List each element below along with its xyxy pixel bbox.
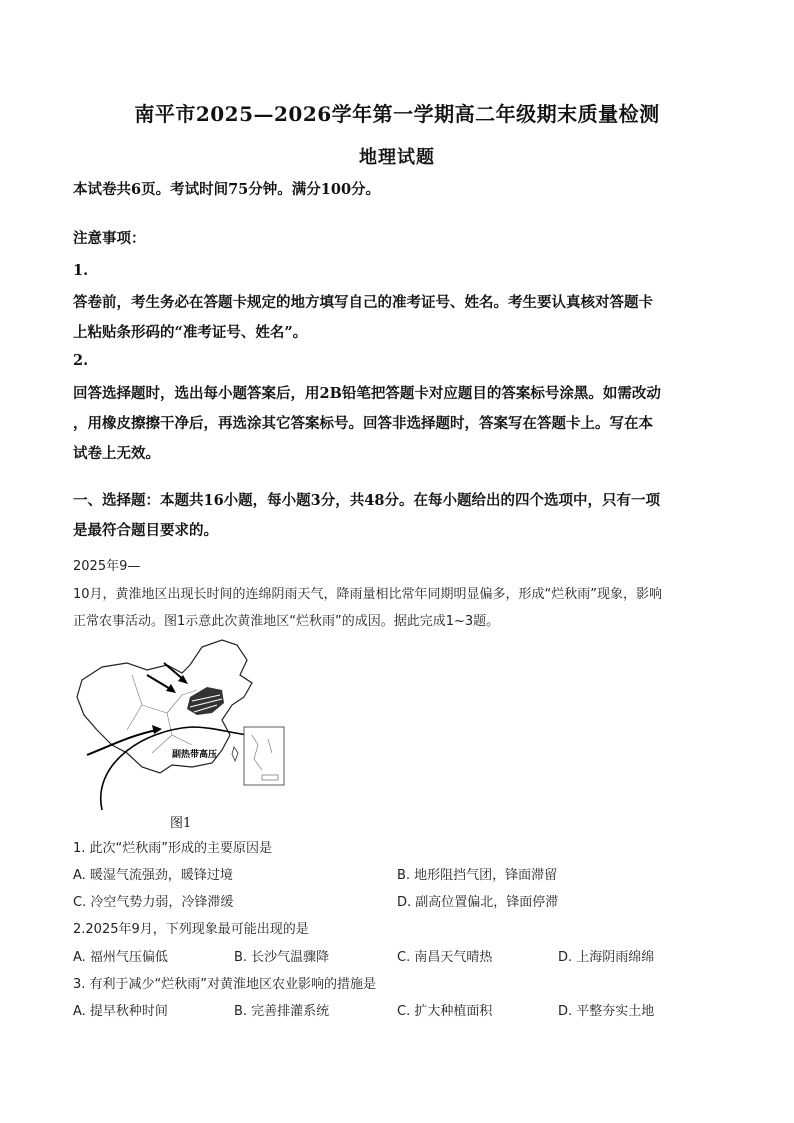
notice-item-2-line-3: 试卷上无效。 — [73, 445, 160, 462]
passage-line-2: 10月，黄淮地区出现长时间的连绵阴雨天气，降雨量相比常年同期明显偏多，形成“烂秋雨”现象，影响 — [73, 587, 663, 602]
question-3-stem: 3. 有利于减少“烂秋雨”对黄淮地区农业影响的措施是 — [73, 977, 377, 992]
notice-heading: 注意事项： — [73, 230, 146, 247]
question-1-option-b[interactable]: B. 地形阻挡气团，锋面滞留 — [397, 868, 558, 883]
warm-air-arrow — [87, 730, 157, 755]
passage-line-1: 2025年9— — [73, 559, 141, 574]
section-1-heading-line-1: 一、选择题：本题共16小题，每小题3分，共48分。在每小题给出的四个选项中，只有一项 — [73, 492, 660, 509]
question-1-option-d[interactable]: D. 副高位置偏北，锋面停滞 — [397, 895, 559, 910]
china-outline — [77, 640, 252, 773]
cold-air-arrow-head — [166, 684, 176, 693]
passage-line-3: 正常农事活动。图1示意此次黄淮地区“烂秋雨”的成因。据此完成1~3题。 — [73, 614, 500, 629]
notice-item-2-line-2: ，用橡皮擦擦干净后，再选涂其它答案标号。回答非选择题时，答案写在答题卡上。写在本 — [73, 415, 653, 432]
exam-subject: 地理试题 — [359, 147, 435, 168]
question-1-option-c[interactable]: C. 冷空气势力弱，冷锋滞缓 — [73, 895, 234, 910]
exam-intro: 本试卷共6页。考试时间75分钟。满分100分。 — [73, 181, 381, 198]
taiwan-shape — [232, 747, 238, 761]
question-2-stem: 2.2025年9月，下列现象最可能出现的是 — [73, 922, 309, 937]
notice-item-1-line-1: 答卷前，考生务必在答题卡规定的地方填写自己的准考证号、姓名。考生要认真核对答题卡 — [73, 294, 653, 311]
section-1-heading-line-2: 是最符合题目要求的。 — [73, 522, 218, 539]
figure-1-map — [72, 635, 287, 825]
subtropical-high-label: 副热带高压 — [172, 750, 218, 760]
exam-title: 南平市2025—2026学年第一学期高二年级期末质量检测 — [134, 102, 660, 126]
notice-item-2-line-1: 回答选择题时，选出每小题答案后，用2B铅笔把答题卡对应题目的答案标号涂黑。如需改动 — [73, 385, 661, 402]
question-3-option-b[interactable]: B. 完善排灌系统 — [234, 1004, 330, 1019]
notice-item-1-line-2: 上粘贴条形码的“准考证号、姓名”。 — [73, 324, 308, 341]
question-3-option-c[interactable]: C. 扩大种植面积 — [397, 1004, 493, 1019]
province-borders — [127, 675, 197, 753]
question-1-option-a[interactable]: A. 暖湿气流强劲，暖锋过境 — [73, 868, 233, 883]
question-1-stem: 1. 此次“烂秋雨”形成的主要原因是 — [73, 841, 273, 856]
question-2-option-a[interactable]: A. 福州气压偏低 — [73, 950, 168, 965]
cold-air-arrow — [147, 675, 172, 690]
question-3-option-a[interactable]: A. 提早秋种时间 — [73, 1004, 168, 1019]
figure-1-caption: 图1 — [170, 816, 192, 831]
question-2-option-c[interactable]: C. 南昌天气晴热 — [397, 950, 493, 965]
question-3-option-d[interactable]: D. 平整夯实土地 — [558, 1004, 655, 1019]
notice-item-1-number: 1. — [73, 262, 89, 279]
question-2-option-d[interactable]: D. 上海阴雨绵绵 — [558, 950, 655, 965]
question-2-option-b[interactable]: B. 长沙气温骤降 — [234, 950, 330, 965]
notice-item-2-number: 2. — [73, 352, 89, 369]
